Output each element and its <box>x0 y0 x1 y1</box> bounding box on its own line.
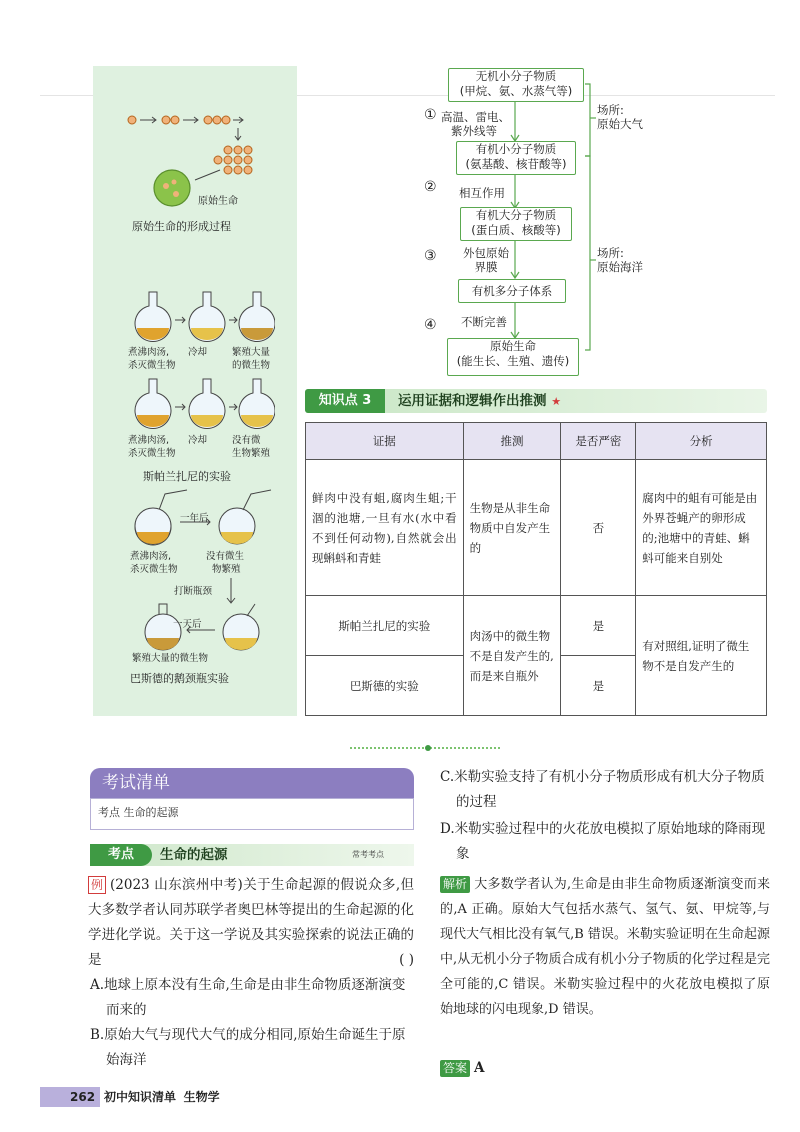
step-3-number: ③ <box>424 248 437 264</box>
footer-book: 初中知识清单 生物学 <box>104 1090 220 1104</box>
pasteur-text-b: 杀灭微生物 <box>130 564 178 575</box>
step-4-condition: 不断完善 <box>461 315 507 329</box>
cell-rigorous: 是 <box>561 656 636 716</box>
answer <box>440 1056 485 1081</box>
pasteur-text-d: 物繁殖 <box>212 564 241 575</box>
pasteur-caption: 巴斯德的鹅颈瓶实验 <box>130 672 229 685</box>
example-text: (2023 山东滨州中考)关于生命起源的假说众多,但大多数学者认同苏联学者奥巴林等提出的生命起源的化学进化学说。关于这一学说及其实验探索的说法正确的是 <box>88 877 414 968</box>
cell-inference: 肉汤中的微生物不是自发产生的,而是来自瓶外 <box>463 596 561 716</box>
flow-box-small-organic: 有机小分子物质 (氨基酸、核苷酸等) <box>456 141 576 175</box>
exam-list-title: 考试清单 <box>102 773 170 793</box>
place-atmosphere: 场所: 原始大气 <box>597 103 643 131</box>
option-a: A.地球上原本没有生命,生命是由非生命物质逐渐演变而来的 <box>90 977 406 1018</box>
pasteur-day: 一天后 <box>173 619 202 630</box>
step-4-number: ④ <box>424 317 437 333</box>
analysis-tag: 解析 <box>440 876 470 893</box>
spal1-text-a: 煮沸肉汤, <box>128 347 170 358</box>
answer-tag: 答案 <box>440 1060 470 1077</box>
spal2-text-e: 生物繁殖 <box>232 448 271 459</box>
header-inference: 推测 <box>463 423 561 460</box>
step-2-condition: 相互作用 <box>459 186 505 200</box>
header-evidence: 证据 <box>306 423 464 460</box>
spal1-text-e: 的微生物 <box>232 360 271 371</box>
exam-list-item: 考点 生命的起源 <box>98 806 179 819</box>
pasteur-flasks-2 <box>135 602 275 652</box>
step-3-condition: 外包原始 界膜 <box>463 246 509 274</box>
flow-box-large-organic: 有机大分子物质 (蛋白质、核酸等) <box>460 207 572 241</box>
step-2-number: ② <box>424 179 437 195</box>
origin-life-caption: 原始生命的形成过程 <box>132 220 231 233</box>
answer-value: A <box>474 1060 485 1076</box>
table-row <box>306 596 767 656</box>
pasteur-break-neck: 打断瓶颈 <box>174 586 213 597</box>
option-b: B.原始大气与现代大气的成分相同,原始生命诞生于原始海洋 <box>90 1027 406 1068</box>
cell-rigorous: 是 <box>561 596 636 656</box>
cell-analysis: 有对照组,证明了微生物不是自发产生的 <box>636 596 767 716</box>
option-c: C.米勒实验支持了有机小分子物质形成有机大分子物质的过程 <box>440 769 765 810</box>
spal1-text-d: 繁殖大量 <box>232 347 271 358</box>
cell-evidence: 斯帕兰扎尼的实验 <box>306 596 464 656</box>
flow-box-inorganic: 无机小分子物质 (甲烷、氨、水蒸气等) <box>448 68 584 102</box>
answer-paren: ( ) <box>399 952 414 968</box>
header-analysis: 分析 <box>636 423 767 460</box>
header-rigorous: 是否严密 <box>561 423 636 460</box>
exam-point-title: 生命的起源 <box>160 847 228 863</box>
pasteur-year: 一年后 <box>180 513 209 524</box>
example-tag: 例 <box>88 876 106 894</box>
step-1-number: ① <box>424 107 437 123</box>
spallanzani-caption: 斯帕兰扎尼的实验 <box>143 470 231 483</box>
cell-rigorous: 否 <box>561 460 636 596</box>
molecule-dot <box>128 116 136 124</box>
spallanzani-flasks-1 <box>125 288 275 346</box>
spal1-text-c: 冷却 <box>188 347 208 358</box>
exam-point-tag: 考点 <box>90 844 152 866</box>
place-ocean: 场所: 原始海洋 <box>597 246 643 274</box>
spallanzani-flasks-2 <box>125 375 275 433</box>
flow-box-primitive-life: 原始生命 (能生长、生殖、遗传) <box>447 338 579 376</box>
cell-inference: 生物是从非生命物质中自发产生的 <box>463 460 561 596</box>
analysis <box>440 872 770 1022</box>
divider-dot <box>425 745 431 751</box>
pasteur-text-c: 没有微生 <box>206 551 245 562</box>
evidence-table <box>305 422 767 716</box>
kp3-title: 运用证据和逻辑作出推测 ★ <box>398 393 562 409</box>
primitive-life-cell <box>154 170 190 206</box>
step-1-condition: 高温、雷电、 紫外线等 <box>441 110 510 138</box>
origin-life-label: 原始生命 <box>198 196 238 207</box>
pasteur-text-a: 煮沸肉汤, <box>130 551 172 562</box>
analysis-text: 大多数学者认为,生命是由非生命物质逐渐演变而来的,A 正确。原始大气包括水蒸气、氢气、氨、甲烷等,与现代大气相比没有氧气,B 错误。米勒实验证明在生命起源中,从无机小分子物质合成有机小分子物质的化学过程是完全可能的,C 错误。米勒实验过程中的火花放电模拟了原始地球的闪电现象,D 错误。 <box>440 877 770 1017</box>
cell-evidence: 巴斯德的实验 <box>306 656 464 716</box>
example-question <box>88 873 414 973</box>
option-d: D.米勒实验过程中的火花放电模拟了原始地球的降雨现象 <box>440 821 766 862</box>
pasteur-text-e: 繁殖大量的微生物 <box>132 653 209 664</box>
star-icon: ★ <box>551 395 562 408</box>
flow-box-multimolecular: 有机多分子体系 <box>458 279 566 303</box>
spal1-text-b: 杀灭微生物 <box>128 360 176 371</box>
exam-point-note: 常考考点 <box>352 850 384 859</box>
page-number: 262 <box>70 1090 96 1104</box>
spal2-text-b: 杀灭微生物 <box>128 448 176 459</box>
spal2-text-d: 没有微 <box>232 435 261 446</box>
spal2-text-c: 冷却 <box>188 435 208 446</box>
spal2-text-a: 煮沸肉汤, <box>128 435 170 446</box>
cell-analysis: 腐肉中的蛆有可能是由外界苍蝇产的卵形成的;池塘中的青蛙、蝌蚪可能来自别处 <box>636 460 767 596</box>
cell-evidence: 鲜肉中没有蛆,腐肉生蛆;干涸的池塘,一旦有水(水中看不到任何动物),自然就会出现蝌蚪和青蛙 <box>306 460 464 596</box>
table-row <box>306 460 767 596</box>
kp3-tag: 知识点 3 <box>305 389 385 413</box>
table-header-row <box>306 423 767 460</box>
